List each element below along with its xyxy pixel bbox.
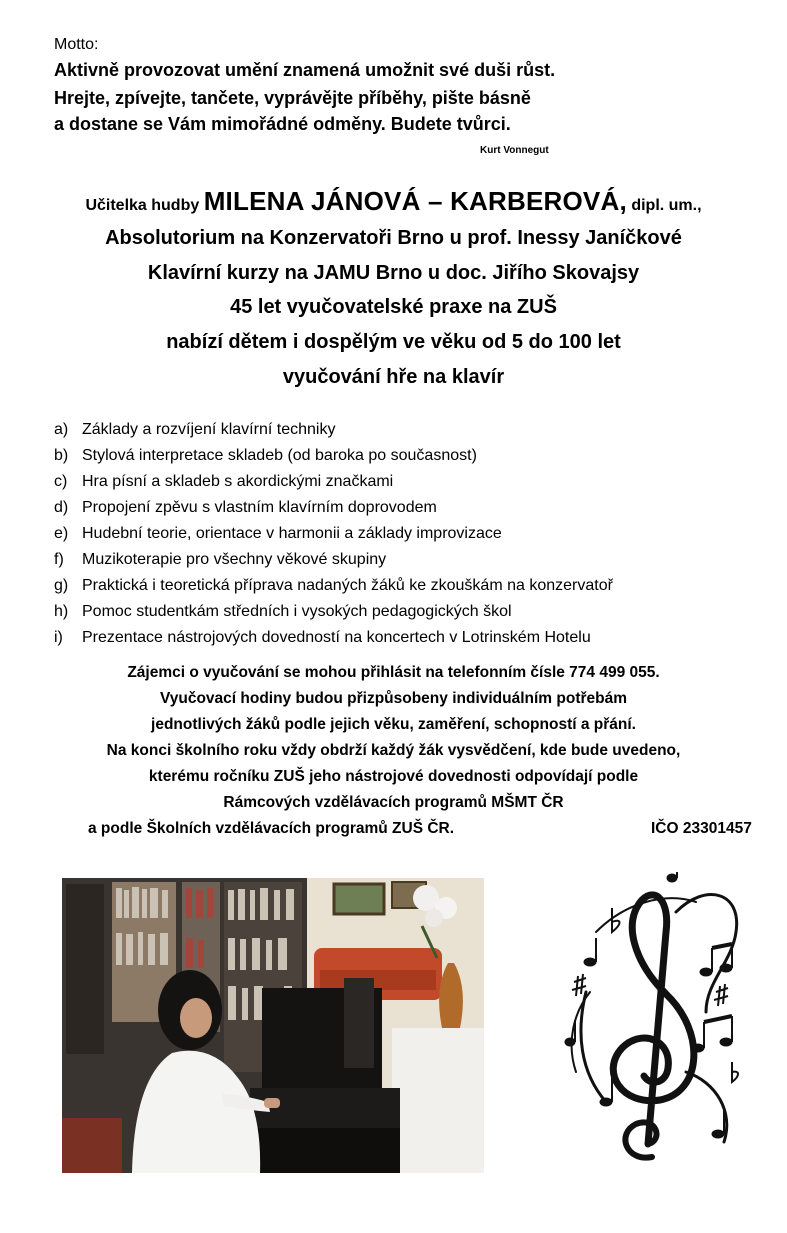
contact-last-line: a podle Školních vzdělávacích programů ZUŠ ČR. [88,820,455,837]
motto-line-1: Aktivně provozovat umění znamená umožnit své duši růst. [54,60,556,80]
contact-line-3: jednotlivých žáků podle jejich věku, zaměření, schopností a přání. [151,716,636,733]
header-line-1: Absolutorium na Konzervatoři Brno u prof. Inessy Janíčkové [105,227,682,249]
list-item: b) Stylová interpretace skladeb (od baroka po současnost) [54,447,477,464]
teacher-suffix: dipl. um., [631,197,702,214]
treble-clef-illustration [556,872,746,1172]
contact-line-2: Vyučovací hodiny budou přizpůsobeny individuálním potřebám [159,690,628,707]
contact-line-5: kterému ročníku ZUŠ jeho nástrojové dovednosti odpovídají podle [148,768,639,785]
lesson-items-list [54,417,774,651]
list-item: d) Propojení zpěvu s vlastním klavírním doprovodem [54,499,437,516]
list-item: g) Praktická i teoretická příprava nadaných žáků ke zkouškám na konzervatoř [54,577,613,594]
motto-line-3: a dostane se Vám mimořádné odměny. Budete tvůrci. [54,114,511,134]
list-item: c) Hra písní a skladeb s akordickými značkami [54,473,394,490]
teacher-name: MILENA JÁNOVÁ – KARBEROVÁ, [203,186,627,216]
motto-author: Kurt Vonnegut [480,145,549,156]
list-item: h) Pomoc studentkám středních i vysokých pedagogických škol [54,603,512,620]
header-line-5: vyučování hře na klavír [282,366,505,388]
list-item: f) Muzikoterapie pro všechny věkové skupiny [54,551,387,568]
contact-line-6: Rámcových vzdělávacích programů MŠMT ČR [223,794,564,811]
ico-number: IČO 23301457 [651,820,752,837]
motto-line-2: Hrejte, zpívejte, tančete, vyprávějte příběhy, pište básně [54,88,531,108]
list-item: i) Prezentace nástrojových dovedností na koncertech v Lotrinském Hotelu [54,629,591,646]
teacher-heading [0,186,787,217]
list-item: a) Základy a rozvíjení klavírní techniky [54,421,336,438]
treble-clef-icon [572,895,737,1158]
teacher-piano-photo [62,878,484,1173]
teacher-prefix: Učitelka hudby [85,197,200,214]
contact-line-1: Zájemci o vyučování se mohou přihlásit na telefonním čísle 774 499 055. [127,664,660,681]
motto-label: Motto: [54,36,99,53]
header-line-2: Klavírní kurzy na JAMU Brno u doc. Jiřího Skovajsy [147,262,640,284]
header-line-3: 45 let vyučovatelské praxe na ZUŠ [230,296,557,318]
header-line-4: nabízí dětem i dospělým ve věku od 5 do 100 let [166,331,621,353]
contact-line-4: Na konci školního roku vždy obdrží každý žák vysvědčení, kde bude uvedeno, [106,742,681,759]
list-item: e) Hudební teorie, orientace v harmonii a základy improvizace [54,525,502,542]
